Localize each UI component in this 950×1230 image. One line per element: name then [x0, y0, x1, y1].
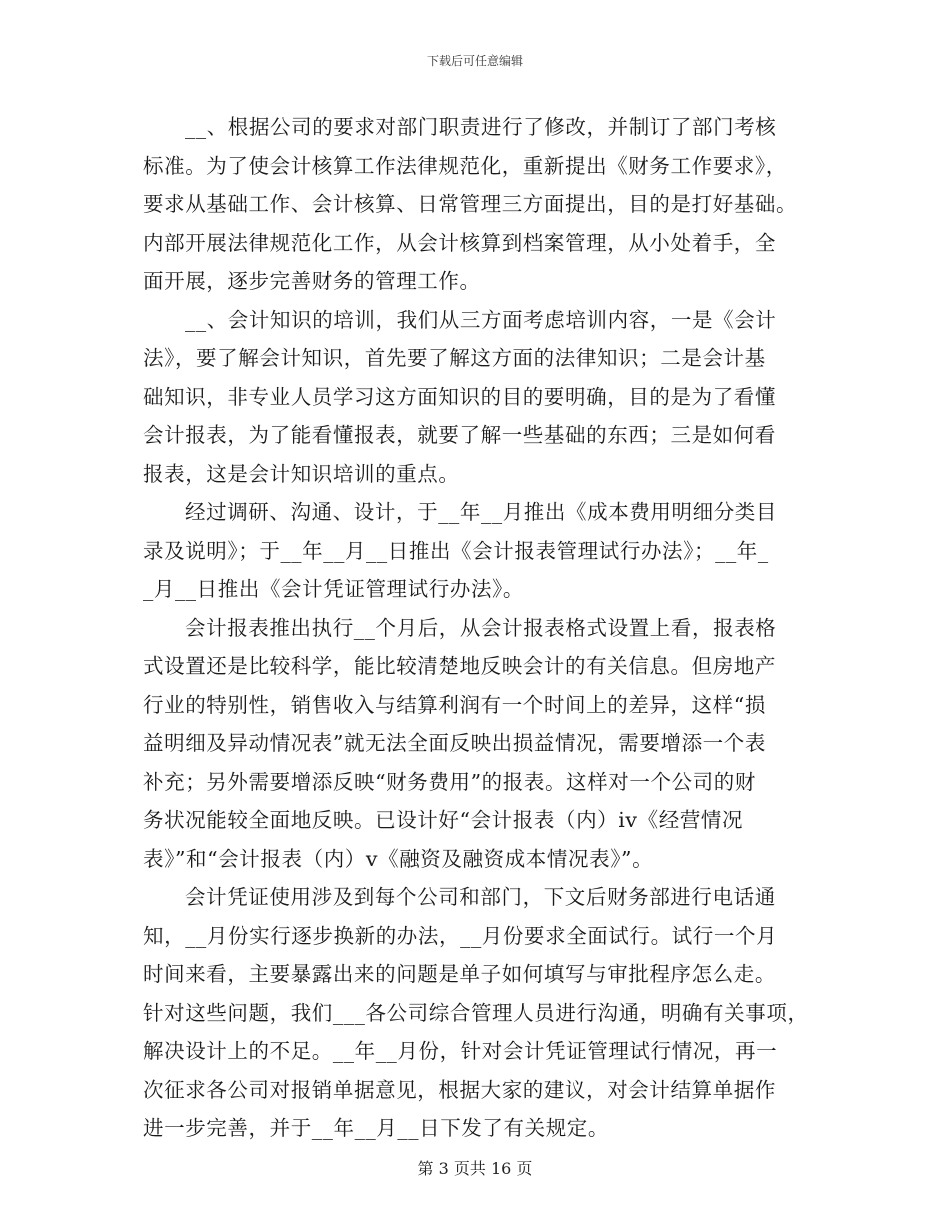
page-header: 下载后可任意编辑 — [426, 54, 523, 68]
text-line: 要求从基础工作、会计核算、日常管理三方面提出，目的是打好基础。 — [143, 192, 798, 216]
text-line: 次征求各公司对报销单据意见，根据大家的建议，对会计结算单据作 — [143, 1077, 776, 1102]
text-line: 务状况能较全面地反映。已设计好“会计报表（内）iv《经营情况 — [143, 808, 744, 832]
text-line: __、会计知识的培训，我们从三方面考虑培训内容，一是《会计 — [185, 307, 777, 332]
text-line: 内部开展法律规范化工作，从会计核算到档案管理，从小处着手，全 — [143, 230, 776, 255]
text-line: _月__日推出《会计凭证管理试行办法》。 — [143, 577, 524, 601]
paragraph-3 — [143, 493, 815, 609]
text-line: 式设置还是比较科学，能比较清楚地反映会计的有关信息。但房地产 — [143, 654, 776, 678]
text-line: 录及说明》；于__年__月__日推出《会计报表管理试行办法》；__年_ — [143, 538, 769, 563]
text-line: 会计凭证使用涉及到每个公司和部门，下文后财务部进行电话通 — [185, 885, 776, 909]
text-line: 表》”和“会计报表（内）v《融资及融资成本情况表》”。 — [143, 846, 654, 871]
paragraph-2 — [143, 301, 815, 494]
text-line: 针对这些问题，我们___各公司综合管理人员进行沟通，明确有关事项， — [143, 1000, 809, 1025]
text-line: 报表，这是会计知识培训的重点。 — [143, 461, 460, 486]
text-line: 补充；另外需要增添反映“财务费用”的报表。这样对一个公司的财 — [143, 769, 756, 794]
paragraph-4 — [143, 609, 815, 879]
text-line: 面开展，逐步完善财务的管理工作。 — [143, 269, 481, 293]
document-body — [143, 108, 815, 1148]
text-line: 进一步完善，并于__年__月__日下发了有关规定。 — [143, 1116, 609, 1140]
text-line: 知，__月份实行逐步换新的办法，__月份要求全面试行。试行一个月 — [143, 923, 778, 948]
text-line: 标准。为了使会计核算工作法律规范化，重新提出《财务工作要求》， — [143, 153, 787, 178]
text-line: __、根据公司的要求对部门职责进行了修改，并制订了部门考核 — [185, 115, 777, 139]
text-line: 经过调研、沟通、设计，于__年__月推出《成本费用明细分类目 — [185, 500, 777, 524]
text-line: 础知识，非专业人员学习这方面知识的目的要明确，目的是为了看懂 — [143, 384, 776, 409]
text-line: 解决设计上的不足。__年__月份，针对会计凭证管理试行情况，再一 — [143, 1039, 778, 1063]
page-number: 第 3 页共 16 页 — [417, 1159, 533, 1178]
text-line: 法》，要了解会计知识，首先要了解这方面的法律知识；二是会计基 — [143, 346, 766, 370]
text-line: 会计报表推出执行__个月后，从会计报表格式设置上看，报表格 — [185, 615, 777, 640]
text-line: 行业的特别性，销售收入与结算利润有一个时间上的差异，这样“损 — [143, 692, 766, 717]
text-line: 益明细及异动情况表”就无法全面反映出损益情况，需要增添一个表 — [143, 731, 766, 755]
text-line: 会计报表，为了能看懂报表，就要了解一些基础的东西；三是如何看 — [143, 423, 776, 447]
text-line: 时间来看，主要暴露出来的问题是单子如何填写与审批程序怎么走。 — [143, 962, 776, 986]
paragraph-1 — [143, 108, 815, 301]
paragraph-5 — [143, 878, 815, 1148]
